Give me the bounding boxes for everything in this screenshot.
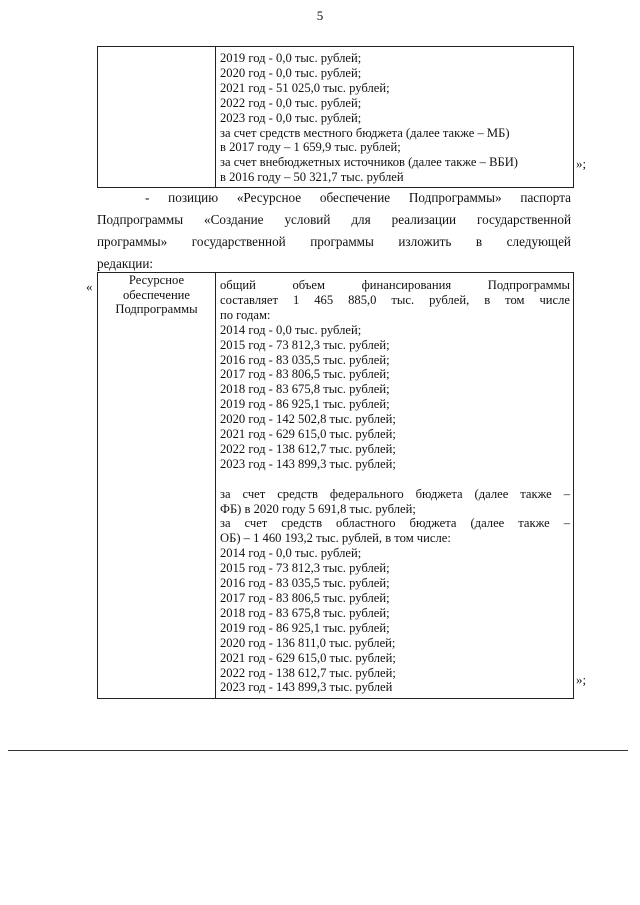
blank-line <box>216 472 573 487</box>
paragraph-line: редакции: <box>97 256 154 271</box>
text-line: 2018 год - 83 675,8 тыс. рублей; <box>220 382 390 397</box>
text-line: 2023 год - 0,0 тыс. рублей; <box>220 110 362 125</box>
text-line: 2016 год - 83 035,5 тыс. рублей; <box>220 576 390 591</box>
text-line: общий объем финансирования Подпрограммы <box>220 278 570 292</box>
resource-table-continuation <box>97 46 574 188</box>
text-line: в 2017 году – 1 659,9 тыс. рублей; <box>220 140 401 155</box>
text-line: 2019 год - 86 925,1 тыс. рублей; <box>220 620 390 635</box>
text-line: составляет 1 465 885,0 тыс. рублей, в том числе <box>220 292 570 307</box>
table-row <box>98 273 574 699</box>
text-line: 2022 год - 0,0 тыс. рублей; <box>220 95 362 110</box>
opening-quote: « <box>86 279 93 294</box>
text-line: в 2016 году – 50 321,7 тыс. рублей <box>220 170 404 185</box>
text-line: 2021 год - 629 615,0 тыс. рублей; <box>220 650 396 665</box>
text-line: 2022 год - 138 612,7 тыс. рублей; <box>220 441 396 456</box>
value-cell <box>216 47 574 188</box>
amendment-paragraph <box>97 187 571 275</box>
closing-quote: »; <box>576 156 587 171</box>
resource-table-new <box>97 272 574 699</box>
text-line: 2022 год - 138 612,7 тыс. рублей; <box>220 665 396 680</box>
text-line: 2015 год - 73 812,3 тыс. рублей; <box>220 337 390 352</box>
closing-quote: »; <box>576 672 587 687</box>
text-line: 2014 год - 0,0 тыс. рублей; <box>220 322 362 337</box>
text-line: ФБ) в 2020 году 5 691,8 тыс. рублей; <box>220 501 416 516</box>
text-line: по годам: <box>220 307 271 322</box>
paragraph-line: - позицию «Ресурсное обеспечение Подпрограммы» паспорта <box>145 190 571 205</box>
row-label: Ресурсное обеспечение Подпрограммы <box>115 273 198 317</box>
text-line: 2014 год - 0,0 тыс. рублей; <box>220 546 362 561</box>
text-line: за счет средств областного бюджета (далее также – <box>220 516 570 531</box>
label-cell <box>98 273 216 699</box>
paragraph-line: программы» государственной программы изложить в следующей <box>97 234 571 249</box>
text-line: 2021 год - 629 615,0 тыс. рублей; <box>220 427 396 442</box>
text-line: за счет средств местного бюджета (далее также – МБ) <box>220 125 510 140</box>
text-line: 2016 год - 83 035,5 тыс. рублей; <box>220 352 390 367</box>
text-line: 2023 год - 143 899,3 тыс. рублей <box>220 680 393 695</box>
text-line: 2019 год - 0,0 тыс. рублей; <box>220 51 362 65</box>
text-line: ОБ) – 1 460 193,2 тыс. рублей, в том числе: <box>220 531 451 546</box>
footer-divider <box>8 750 628 751</box>
text-line: 2020 год - 0,0 тыс. рублей; <box>220 65 362 80</box>
text-line: 2018 год - 83 675,8 тыс. рублей; <box>220 605 390 620</box>
text-line: за счет средств федерального бюджета (далее также – <box>220 486 570 501</box>
value-cell <box>216 273 574 699</box>
text-line: 2015 год - 73 812,3 тыс. рублей; <box>220 561 390 576</box>
page-number: 5 <box>316 8 324 23</box>
label-cell <box>98 47 216 188</box>
text-line: 2019 год - 86 925,1 тыс. рублей; <box>220 397 390 412</box>
text-line: за счет внебюджетных источников (далее также – ВБИ) <box>220 155 518 170</box>
text-line: 2023 год - 143 899,3 тыс. рублей; <box>220 456 396 471</box>
table-row <box>98 47 574 188</box>
text-line: 2017 год - 83 806,5 тыс. рублей; <box>220 591 390 606</box>
text-line: 2020 год - 136 811,0 тыс. рублей; <box>220 635 396 650</box>
paragraph-line: Подпрограммы «Создание условий для реализации государственной <box>97 212 571 227</box>
text-line: 2017 год - 83 806,5 тыс. рублей; <box>220 367 390 382</box>
text-line: 2020 год - 142 502,8 тыс. рублей; <box>220 412 396 427</box>
text-line: 2021 год - 51 025,0 тыс. рублей; <box>220 80 390 95</box>
